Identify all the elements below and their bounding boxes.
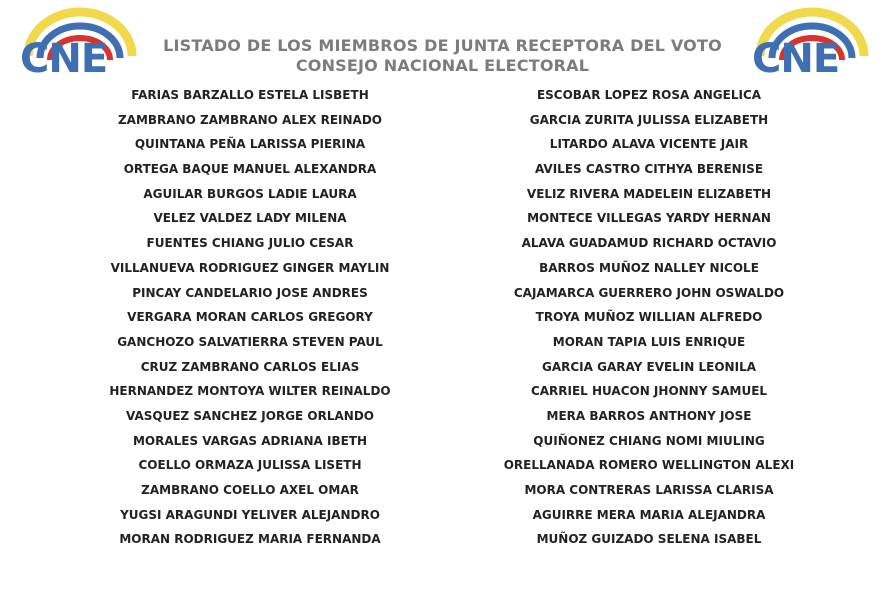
list-item: VILLANUEVA RODRIGUEZ GINGER MAYLIN [110, 260, 390, 275]
list-item: TROYA MUÑOZ WILLIAN ALFREDO [535, 310, 763, 325]
list-item: VELIZ RIVERA MADELEIN ELIZABETH [526, 186, 772, 201]
list-item: QUINTANA PEÑA LARISSA PIERINA [134, 137, 366, 152]
list-item: GARCIA ZURITA JULISSA ELIZABETH [529, 112, 769, 127]
list-item: VERGARA MORAN CARLOS GREGORY [127, 310, 373, 325]
list-item: PINCAY CANDELARIO JOSE ANDRES [132, 285, 368, 300]
list-item: VELEZ VALDEZ LADY MILENA [153, 211, 347, 226]
list-item: BARROS MUÑOZ NALLEY NICOLE [539, 260, 759, 275]
list-item: VASQUEZ SANCHEZ JORGE ORLANDO [125, 408, 375, 423]
list-item: MONTECE VILLEGAS YARDY HERNAN [527, 211, 771, 226]
list-item: LITARDO ALAVA VICENTE JAIR [549, 137, 749, 152]
list-item: MERA BARROS ANTHONY JOSE [546, 408, 752, 423]
list-item: HERNANDEZ MONTOYA WILTER REINALDO [109, 384, 391, 399]
list-item: CARRIEL HUACON JHONNY SAMUEL [530, 384, 768, 399]
list-item: ZAMBRANO ZAMBRANO ALEX REINADO [117, 112, 382, 127]
cne-logo-right [752, 4, 872, 84]
cne-logo-text: CNE [752, 36, 840, 82]
list-item: ALAVA GUADAMUD RICHARD OCTAVIO [521, 236, 777, 251]
list-item: MUÑOZ GUIZADO SELENA ISABEL [536, 532, 762, 547]
list-item: MORAN RODRIGUEZ MARIA FERNANDA [119, 532, 381, 547]
list-item: ORTEGA BAQUE MANUEL ALEXANDRA [123, 162, 377, 177]
list-item: MORALES VARGAS ADRIANA IBETH [132, 433, 368, 448]
list-item: MORA CONTRERAS LARISSA CLARISA [524, 483, 774, 497]
list-item: AVILES CASTRO CITHYA BERENISE [534, 162, 764, 177]
list-item: ORELLANADA ROMERO WELLINGTON ALEXI [503, 458, 795, 473]
cne-logo-left [20, 4, 140, 84]
list-item: AGUIRRE MERA MARIA ALEJANDRA [532, 507, 766, 522]
cne-logo-text: CNE [20, 36, 108, 82]
document-subtitle: CONSEJO NACIONAL ELECTORAL [295, 56, 590, 75]
document-title: LISTADO DE LOS MIEMBROS DE JUNTA RECEPTORA DEL VOTO [163, 36, 722, 55]
list-item: MORAN TAPIA LUIS ENRIQUE [552, 334, 746, 349]
right-name-list [464, 83, 834, 552]
list-item: ESCOBAR LOPEZ ROSA ANGELICA [536, 88, 762, 102]
list-item: AGUILAR BURGOS LADIE LAURA [143, 186, 357, 201]
list-item: GARCIA GARAY EVELIN LEONILA [542, 359, 756, 374]
left-name-list [65, 83, 435, 552]
list-item: QUIÑONEZ CHIANG NOMI MIULING [533, 433, 765, 448]
list-item: COELLO ORMAZA JULISSA LISETH [138, 458, 362, 473]
list-item: ZAMBRANO COELLO AXEL OMAR [141, 483, 359, 497]
document-header [140, 36, 745, 76]
list-item: GANCHOZO SALVATIERRA STEVEN PAUL [117, 334, 383, 349]
list-item: YUGSI ARAGUNDI YELIVER ALEJANDRO [120, 507, 380, 522]
list-item: CRUZ ZAMBRANO CARLOS ELIAS [140, 359, 360, 374]
list-item: CAJAMARCA GUERRERO JOHN OSWALDO [513, 285, 785, 300]
list-item: FARIAS BARZALLO ESTELA LISBETH [131, 88, 369, 102]
list-item: FUENTES CHIANG JULIO CESAR [146, 236, 354, 251]
